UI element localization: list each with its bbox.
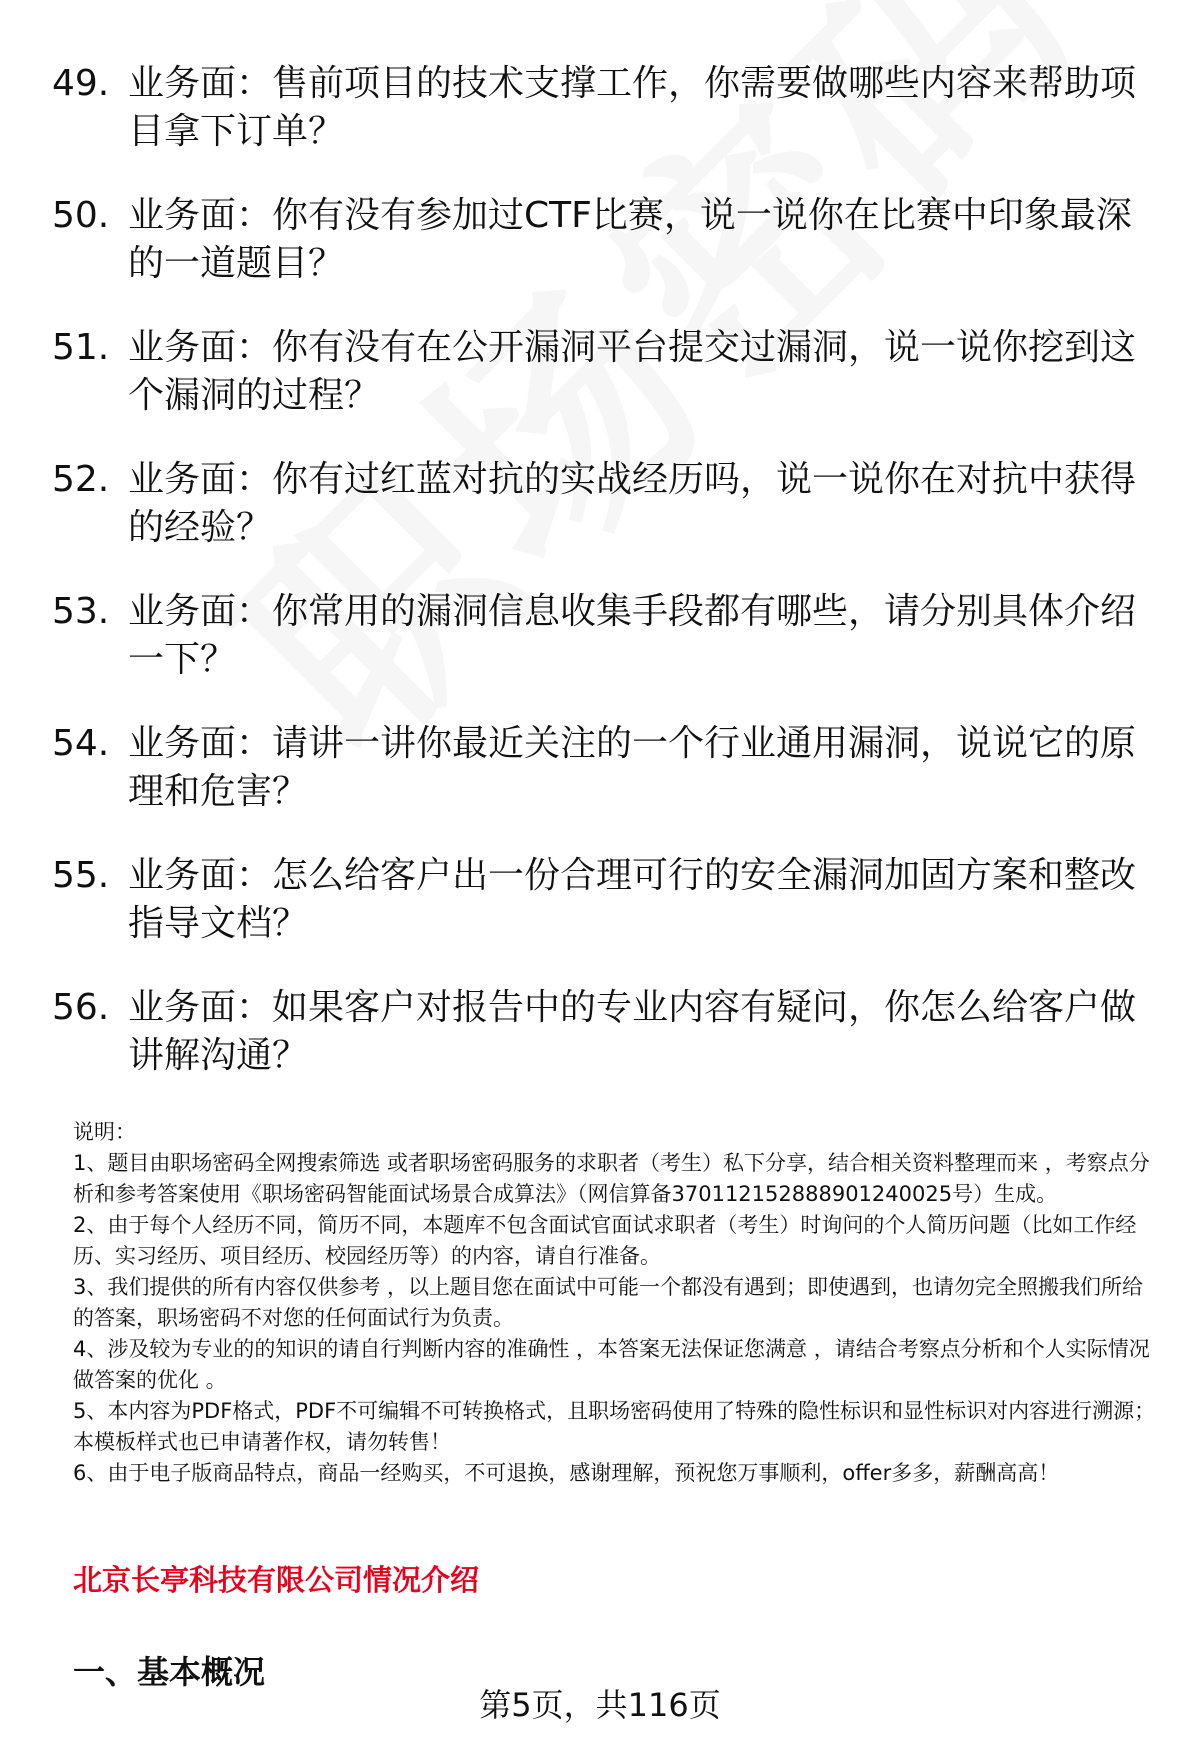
question-number: 55. bbox=[52, 855, 110, 896]
note-item: 5、本内容为PDF格式，PDF不可编辑不可转换格式，且职场密码使用了特殊的隐性标识和显性标识对内容进行溯源；本模板样式也已申请著作权，请勿转售！ bbox=[73, 1399, 1156, 1454]
question-item bbox=[52, 192, 1152, 288]
question-text: 业务面：你有过红蓝对抗的实战经历吗，说一说你在对抗中获得的经验？ bbox=[128, 459, 1137, 548]
question-number: 54. bbox=[52, 723, 110, 764]
question-number: 53. bbox=[52, 591, 110, 632]
question-text: 业务面：售前项目的技术支撑工作，你需要做哪些内容来帮助项目拿下订单？ bbox=[128, 63, 1137, 152]
page-footer: 第5页，共116页 bbox=[479, 1686, 721, 1724]
question-number: 56. bbox=[52, 987, 110, 1028]
question-item bbox=[52, 588, 1152, 684]
question-text: 业务面：请讲一讲你最近关注的一个行业通用漏洞，说说它的原理和危害？ bbox=[128, 723, 1137, 812]
note-item: 3、我们提供的所有内容仅供参考 ，以上题目您在面试中可能一个都没有遇到；即使遇到，也请勿完全照搬我们所给的答案，职场密码不对您的任何面试行为负责。 bbox=[73, 1275, 1144, 1330]
company-title: 北京长亭科技有限公司情况介绍 bbox=[73, 1563, 480, 1597]
question-text: 业务面：你有没有在公开漏洞平台提交过漏洞，说一说你挖到这个漏洞的过程？ bbox=[128, 327, 1137, 416]
question-text: 业务面：你有没有参加过CTF比赛，说一说你在比赛中印象最深的一道题目？ bbox=[128, 195, 1132, 284]
question-item bbox=[52, 324, 1152, 420]
note-item: 2、由于每个人经历不同，简历不同，本题库不包含面试官面试求职者（考生）时询问的个人简历问题（比如工作经历、实习经历、项目经历、校园经历等）的内容，请自行准备。 bbox=[73, 1213, 1137, 1268]
question-number: 49. bbox=[52, 63, 110, 104]
note-item: 6、由于电子版商品特点，商品一经购买，不可退换，感谢理解，预祝您万事顺利，offer多多，薪酬高高！ bbox=[73, 1461, 1060, 1485]
question-text: 业务面：怎么给客户出一份合理可行的安全漏洞加固方案和整改指导文档？ bbox=[128, 855, 1137, 944]
notes-section bbox=[73, 1117, 1158, 1489]
question-number: 52. bbox=[52, 459, 110, 500]
question-item bbox=[52, 456, 1152, 552]
question-item bbox=[52, 60, 1152, 156]
note-item: 1、题目由职场密码全网搜索筛选 或者职场密码服务的求职者（考生）私下分享，结合相关资料整理而来 ，考察点分析和参考答案使用《职场密码智能面试场景合成算法》（网信算备370112152888901240025号）生成。 bbox=[73, 1151, 1150, 1206]
question-text: 业务面：你常用的漏洞信息收集手段都有哪些，请分别具体介绍一下？ bbox=[128, 591, 1137, 680]
question-list bbox=[52, 60, 1152, 1116]
note-item: 4、涉及较为专业的的知识的请自行判断内容的准确性 ，本答案无法保证您满意 ，请结合考察点分析和个人实际情况做答案的优化 。 bbox=[73, 1337, 1150, 1392]
question-number: 51. bbox=[52, 327, 110, 368]
question-text: 业务面：如果客户对报告中的专业内容有疑问，你怎么给客户做讲解沟通？ bbox=[128, 987, 1137, 1076]
notes-heading: 说明： bbox=[73, 1120, 136, 1144]
question-number: 50. bbox=[52, 195, 110, 236]
question-item bbox=[52, 720, 1152, 816]
question-item bbox=[52, 852, 1152, 948]
question-item bbox=[52, 984, 1152, 1080]
section-heading: 一、基本概况 bbox=[73, 1653, 266, 1691]
